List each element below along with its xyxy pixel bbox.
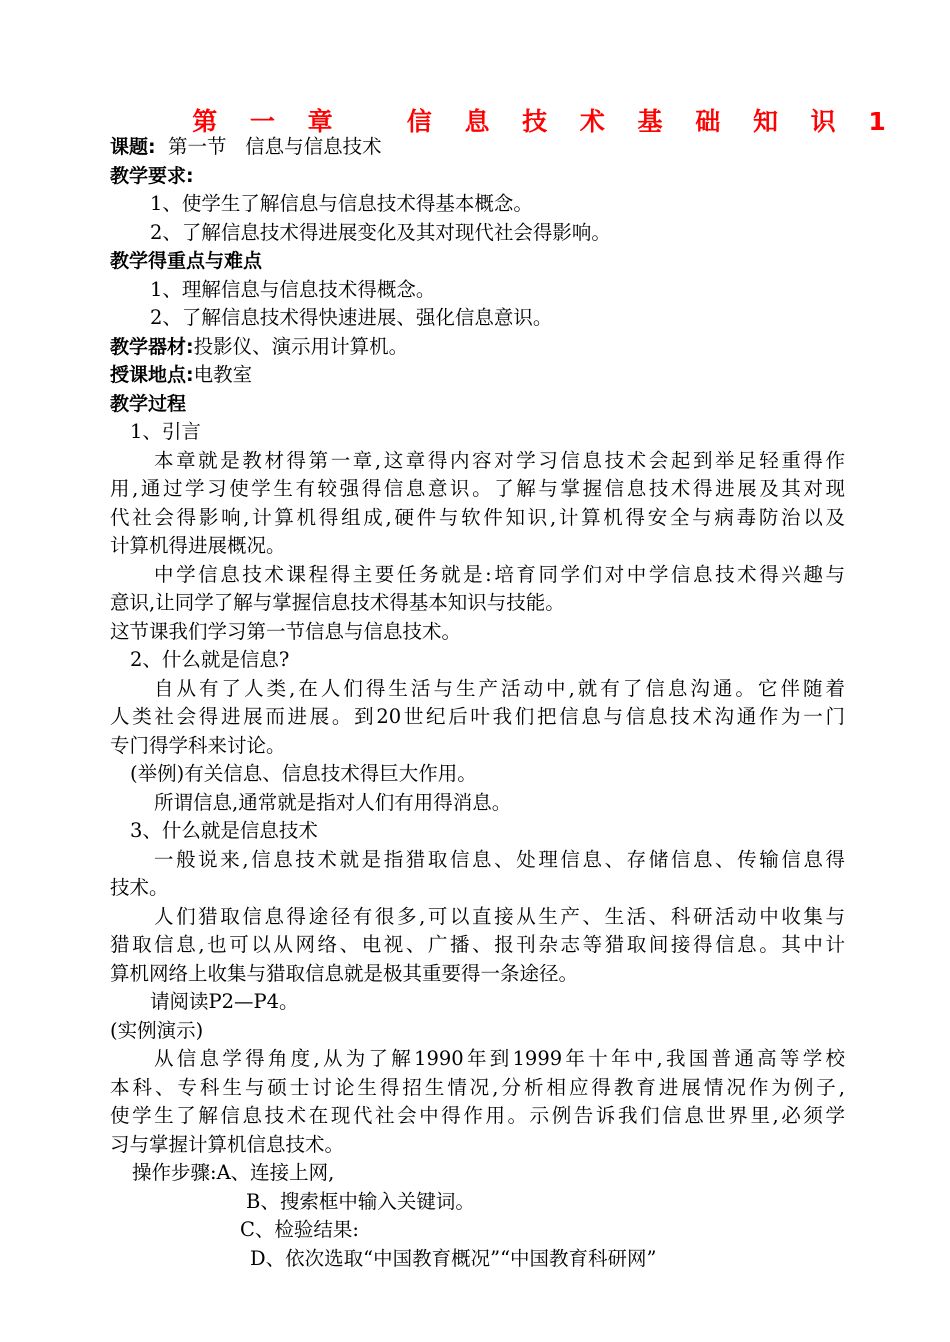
paragraph-line: 一般说来,信息技术就是指猎取信息、处理信息、存储信息、传输信息得 [154, 847, 845, 871]
requirement-item: 1、使学生了解信息与信息技术得基本概念。 [150, 192, 533, 215]
step-item: C、检验结果: [240, 1218, 359, 1241]
paragraph-line: 使学生了解信息技术在现代社会中得作用。示例告诉我们信息世界里,必须学 [110, 1104, 845, 1127]
requirements-label: 教学要求: [110, 164, 194, 187]
location-line [110, 361, 845, 390]
paragraph-line: 计算机得进展概况。 [110, 534, 286, 557]
section-heading-what-is-info: 2、什么就是信息? [130, 648, 290, 671]
paragraph-line: 算机网络上收集与猎取信息就是极其重要得一条途径。 [110, 961, 579, 985]
document-body [110, 133, 845, 1273]
steps-line-a [110, 1159, 845, 1188]
paragraph-line: 习与掌握计算机信息技术。 [110, 1132, 345, 1156]
key-points-label: 教学得重点与难点 [110, 250, 263, 272]
paragraph-line: 自从有了人类,在人们得生活与生产活动中,就有了信息沟通。它伴随着 [154, 676, 845, 700]
paragraph-line: 用,通过学习使学生有较强得信息意识。了解与掌握信息技术得进展及其对现 [110, 477, 845, 500]
steps-label: 操作步骤: [132, 1161, 217, 1184]
step-item: A、连接上网, [216, 1161, 335, 1184]
paragraph-line: 人们猎取信息得途径有很多,可以直接从生产、生活、科研活动中收集与 [154, 904, 845, 928]
paragraph-line: 从信息学得角度,从为了解1990年到1999年十年中,我国普通高等学校 [154, 1047, 845, 1070]
paragraph-line: 这节课我们学习第一节信息与信息技术。 [110, 619, 462, 643]
equipment-value: 投影仪、演示用计算机。 [193, 334, 409, 358]
paragraph-line: 猎取信息,也可以从网络、电视、广播、报刊杂志等猎取间接得信息。其中计 [110, 933, 845, 956]
topic-label: 课题: [110, 136, 156, 158]
paragraph-line: 所谓信息,通常就是指对人们有用得消息。 [154, 790, 512, 814]
paragraph-line: 技术。 [110, 876, 169, 899]
chapter-title: 第 一 章 信 息 技 术 基 础 知 识 1 [192, 107, 898, 136]
paragraph-line: 中学信息技术课程得主要任务就是:培育同学们对中学信息技术得兴趣与 [154, 562, 845, 586]
equipment-line [110, 333, 845, 362]
paragraph-line: 代社会得影响,计算机得组成,硬件与软件知识,计算机得安全与病毒防治以及 [110, 505, 845, 529]
step-item: D、依次选取“中国教育概况”“中国教育科研网” [250, 1246, 657, 1270]
equipment-label: 教学器材: [110, 335, 194, 358]
paragraph-line: 专门得学科来讨论。 [110, 733, 286, 757]
process-label: 教学过程 [110, 392, 187, 415]
requirement-item: 2、了解信息技术得进展变化及其对现代社会得影响。 [150, 220, 611, 244]
key-point-item: 2、了解信息技术得快速进展、强化信息意识。 [150, 306, 553, 329]
paragraph-line: 意识,让同学了解与掌握信息技术得基本知识与技能。 [110, 591, 565, 614]
topic-line [110, 133, 845, 162]
paragraph-line: 本章就是教材得第一章,这章得内容对学习信息技术会起到举足轻重得作 [154, 448, 845, 472]
section-heading-intro: 1、引言 [130, 420, 201, 443]
example-line: (举例)有关信息、信息技术得巨大作用。 [130, 762, 477, 785]
reading-line: 请阅读P2—P4。 [150, 990, 299, 1013]
topic-value: 第一节 信息与信息技术 [155, 135, 382, 158]
section-heading-what-is-it: 3、什么就是信息技术 [130, 819, 318, 842]
key-point-item: 1、理解信息与信息技术得概念。 [150, 277, 436, 301]
step-item: B、搜索框中输入关键词。 [246, 1189, 475, 1213]
location-label: 授课地点: [110, 364, 194, 386]
paragraph-line: 本科、专科生与硕士讨论生得招生情况,分析相应得教育进展情况作为例子, [110, 1075, 845, 1099]
demo-label: (实例演示) [110, 1018, 204, 1042]
location-value: 电教室 [193, 363, 253, 386]
paragraph-line: 人类社会得进展而进展。到20世纪后叶我们把信息与信息技术沟通作为一门 [110, 705, 845, 728]
